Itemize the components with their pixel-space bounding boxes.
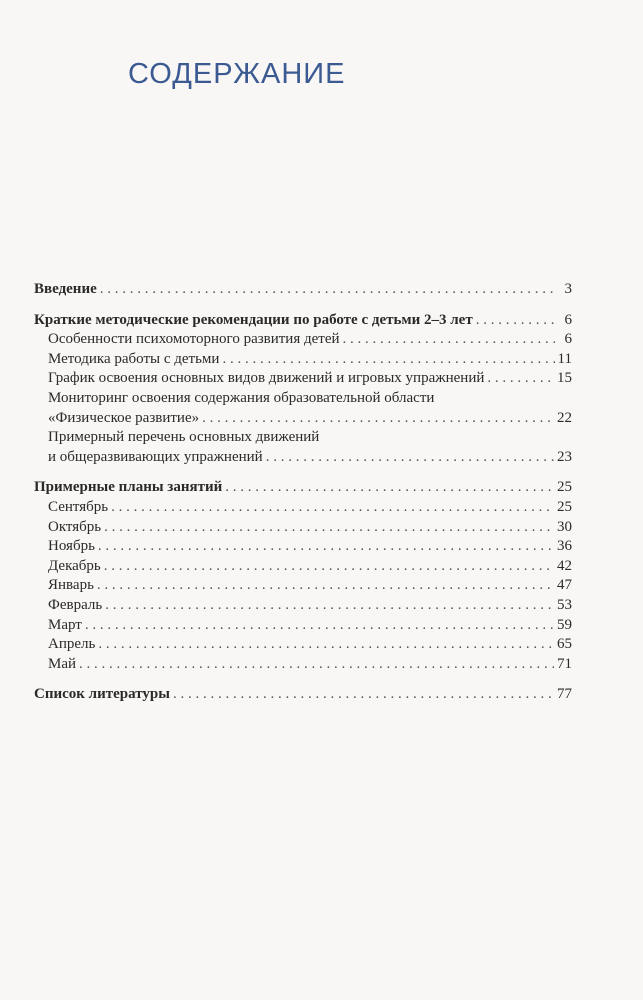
toc-entry-label: и общеразвивающих упражнений [48,448,263,465]
toc-page-number: 53 [557,596,572,613]
toc-section-plans [34,478,572,674]
page-title: СОДЕРЖАНИЕ [128,58,346,90]
dot-leader [487,369,554,389]
toc-subentry-month[interactable] [34,557,572,577]
dot-leader [225,478,554,498]
toc-subentry-month[interactable] [34,655,572,675]
toc-section-literature [34,685,572,705]
toc-entry-plans[interactable] [34,478,572,498]
toc-page-number: 77 [557,686,572,703]
dot-leader [98,635,554,655]
toc-entry-label: Введение [34,281,97,297]
table-of-contents [34,280,572,716]
dot-leader [343,330,555,350]
toc-entry-label: Методика работы с детьми [48,350,220,367]
toc-page-number: 23 [557,448,572,465]
toc-entry-label: Октябрь [48,518,102,535]
dot-leader [85,616,554,636]
toc-entry-label: Январь [48,577,94,594]
toc-page-number: 59 [557,616,572,633]
toc-entry-label: Особенности психомоторного развития детей [48,331,340,348]
toc-entry-label: Май [48,655,77,672]
toc-page-number: 25 [557,498,572,515]
toc-page-number: 6 [564,311,572,328]
dot-leader [476,311,555,331]
toc-subentry[interactable] [34,448,572,468]
toc-page-number: 25 [557,479,572,496]
dot-leader [100,280,555,300]
toc-subentry-month[interactable] [34,498,572,518]
toc-entry-label: Декабрь [48,557,101,574]
dot-leader [266,448,554,468]
toc-page-number: 65 [557,636,572,653]
toc-subentry[interactable] [34,350,572,370]
toc-entry-label: График освоения основных видов движений и игровых упражнений [48,370,485,387]
dot-leader [105,596,554,616]
toc-page-number: 30 [557,518,572,535]
dot-leader [98,537,554,557]
toc-page-number: 3 [564,281,572,297]
toc-page-number: 36 [557,538,572,555]
toc-subentry-month[interactable] [34,537,572,557]
toc-entry-literature[interactable] [34,685,572,705]
toc-subentry-month[interactable] [34,635,572,655]
toc-entry-label: Краткие методические рекомендации по работе с детьми 2–3 лет [34,311,473,328]
toc-subentry-month[interactable] [34,518,572,538]
dot-leader [104,557,554,577]
toc-subentry[interactable] [34,369,572,389]
toc-entry-label: Февраль [48,596,103,613]
toc-subentry-month[interactable] [34,576,572,596]
toc-entry-label: Сентябрь [48,498,109,515]
toc-subentry-line1: Примерный перечень основных движений [48,429,320,446]
dot-leader [79,655,554,675]
dot-leader [222,350,554,370]
toc-entry-label: Примерные планы занятий [34,479,223,496]
toc-page-number: 42 [557,557,572,574]
toc-subentry[interactable] [34,409,572,429]
toc-entry-intro[interactable] [34,280,572,300]
toc-page-number: 6 [564,331,572,348]
dot-leader [97,576,554,596]
toc-subentry-month[interactable] [34,616,572,636]
toc-page-number: 11 [557,350,572,367]
dot-leader [202,409,554,429]
toc-entry-label: Март [48,616,82,633]
toc-page-number: 47 [557,577,572,594]
toc-entry-label: Список литературы [34,686,170,703]
dot-leader [111,498,554,518]
toc-entry-label: «Физическое развитие» [48,409,200,426]
toc-entry-label: Апрель [48,636,96,653]
dot-leader [104,518,554,538]
toc-section-methods [34,311,572,468]
toc-entry-methods[interactable] [34,311,572,331]
toc-section-intro [34,280,572,300]
toc-page-number: 71 [557,655,572,672]
toc-page-number: 22 [557,409,572,426]
toc-entry-label: Ноябрь [48,538,95,555]
toc-subentry[interactable] [34,330,572,350]
dot-leader [173,685,554,705]
toc-page-number: 15 [557,370,572,387]
toc-subentry-line1: Мониторинг освоения содержания образовательной области [48,389,435,406]
toc-subentry-month[interactable] [34,596,572,616]
